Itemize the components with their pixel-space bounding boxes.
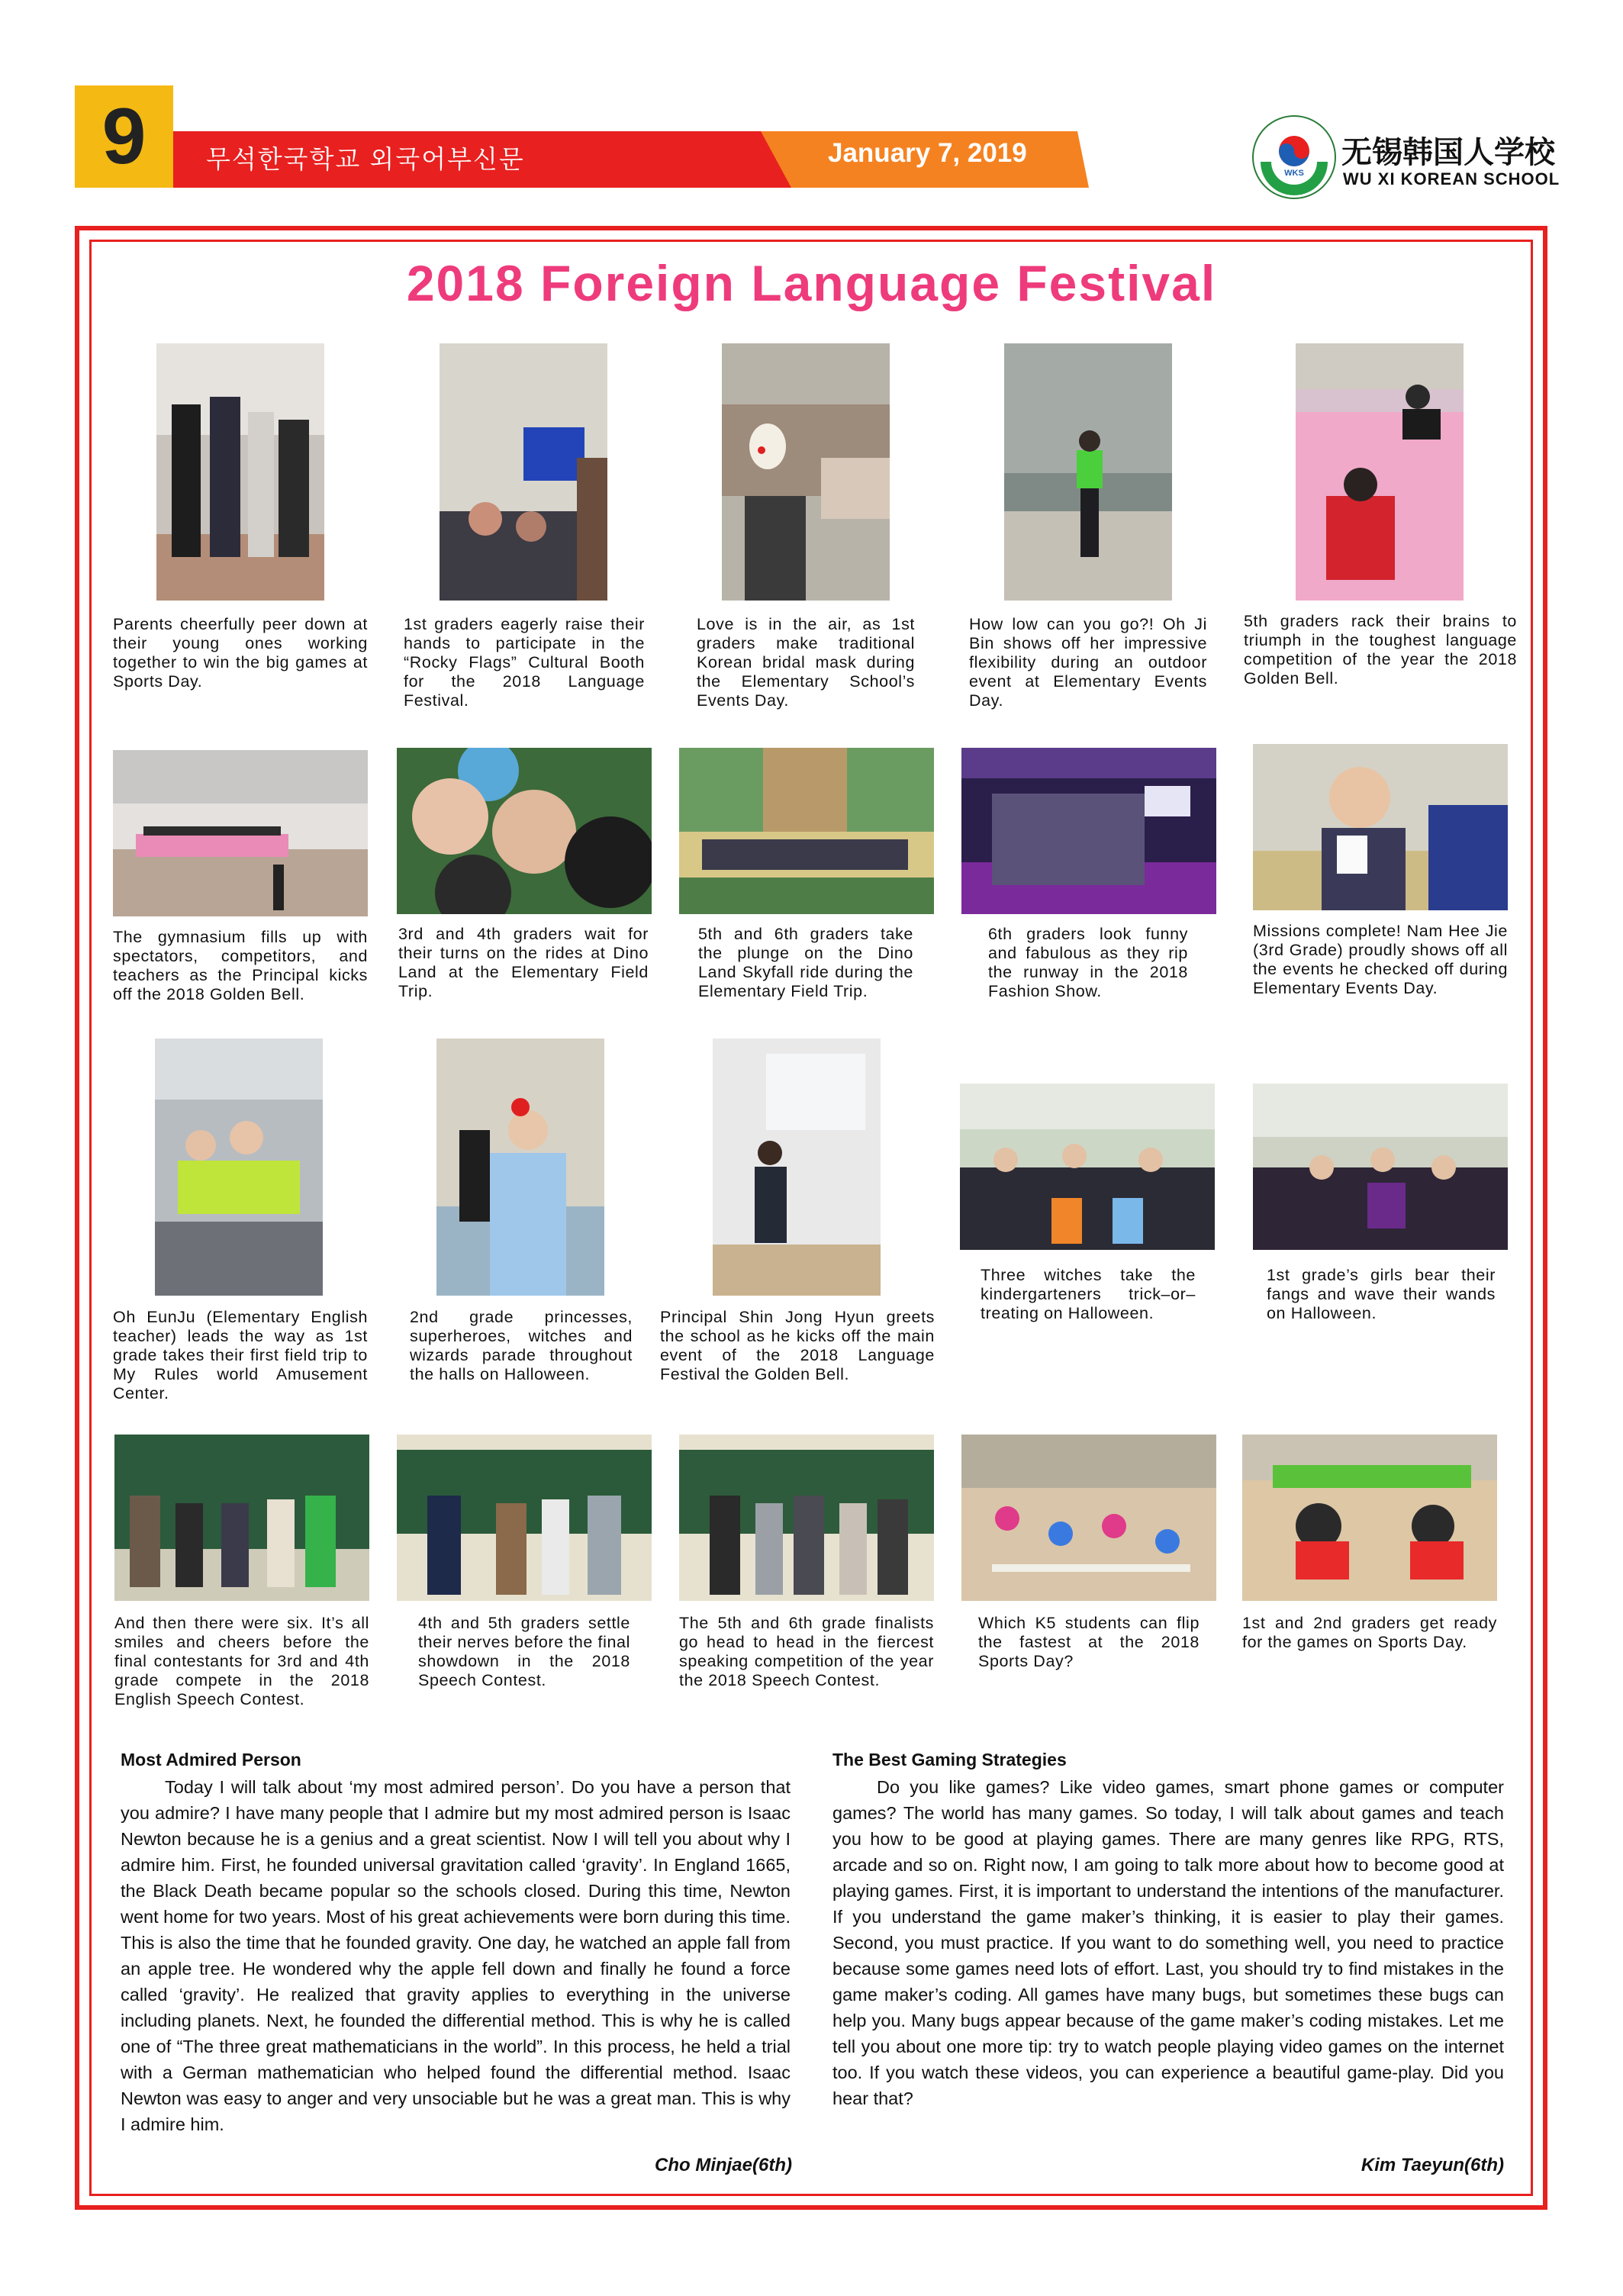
caption-13: Principal Shin Jong Hyun greets the school as he kicks off the main event of the 2018 Language Festival the Golden Bell. bbox=[660, 1308, 935, 1383]
caption-11: Oh EunJu (Elementary English teacher) leads the way as 1st grade takes their first field trip to My Rules world Amusement Center. bbox=[113, 1308, 368, 1402]
caption-1: Parents cheerfully peer down at their young ones working together to win the big games at Sports Day. bbox=[113, 615, 368, 691]
photo-principal-greets bbox=[713, 1039, 881, 1296]
issue-date: January 7, 2019 bbox=[828, 138, 1027, 168]
caption-10: Missions complete! Nam Hee Jie (3rd Grade) proudly shows off all the events he checked off during Elementary Events Day. bbox=[1253, 922, 1508, 997]
school-logo-icon bbox=[1251, 114, 1337, 200]
photo-missions-complete bbox=[1253, 744, 1508, 910]
caption-15: 1st grade’s girls bear their fangs and wave their wands on Halloween. bbox=[1267, 1266, 1496, 1322]
article-body-gaming: Do you like games? Like video games, smart phone games or computer games? The world has many games. So today, I will talk about games and teach you how to be good at playing games. There are many genres like RPG, RTS, arcade and so on. Right now, I am going to talk more about how to become good at playing games. First, it is important to understand the intentions of the manufacturer. If you understand the game maker’s thinking, it is easier to play their games. Second, you must practice. If you want to do something well, you need to practice because some games need lots of effort. Last, you should try to find mistakes in the game maker’s coding. All games have many bugs, but sometimes these bugs can help you. Many bugs appear because of the game maker’s coding mistakes. Let me tell you about one more tip: try to watch people playing video games on the internet too. If you watch these videos, you can experience a beautiful game-play. Did you hear that? bbox=[832, 1777, 1504, 2108]
svg-text:WKS: WKS bbox=[1284, 169, 1304, 178]
photo-witches-kindergarten bbox=[960, 1084, 1215, 1250]
photo-speech-3rd-4th bbox=[114, 1435, 369, 1601]
photo-1st-grade-girls-halloween bbox=[1253, 1084, 1508, 1250]
page-number: 9 bbox=[75, 85, 173, 188]
caption-5: 5th graders rack their brains to triumph in the toughest language competition of the year the 2018 Golden Bell. bbox=[1244, 612, 1517, 688]
photo-amusement-center bbox=[155, 1039, 323, 1296]
caption-9: 6th graders look funny and fabulous as they rip the runway in the 2018 Fashion Show. bbox=[988, 925, 1188, 1000]
article-heading-gaming: The Best Gaming Strategies bbox=[832, 1750, 1067, 1769]
photo-golden-bell-5th bbox=[1296, 343, 1464, 601]
photo-limbo-outdoor bbox=[1004, 343, 1172, 601]
photo-speech-4th-5th bbox=[397, 1435, 652, 1601]
photo-skyfall-ride bbox=[679, 748, 934, 914]
caption-8: 5th and 6th graders take the plunge on the Dino Land Skyfall ride during the Elementary Field Trip. bbox=[698, 925, 913, 1000]
school-name-english: WU XI KOREAN SCHOOL bbox=[1343, 169, 1560, 188]
photo-speech-5th-6th bbox=[679, 1435, 934, 1601]
page-title: 2018 Foreign Language Festival bbox=[406, 255, 1217, 311]
photo-halloween-princess bbox=[436, 1039, 604, 1296]
article-heading-most-admired: Most Admired Person bbox=[121, 1750, 301, 1769]
caption-12: 2nd grade princesses, superheroes, witches and wizards parade throughout the halls on Halloween. bbox=[410, 1308, 633, 1383]
article-author-cho: Cho Minjae(6th) bbox=[655, 2155, 792, 2175]
caption-4: How low can you go?! Oh Ji Bin shows off her impressive flexibility during an outdoor event at Elementary Events Day. bbox=[969, 615, 1207, 710]
photo-gymnasium-golden-bell bbox=[113, 750, 368, 916]
caption-7: 3rd and 4th graders wait for their turns on the rides at Dino Land at the Elementary Field Trip. bbox=[398, 925, 649, 1000]
caption-18: The 5th and 6th grade finalists go head to head in the fiercest speaking competition of the year the 2018 Speech Contest. bbox=[679, 1614, 934, 1689]
school-name-chinese: 无锡韩国人学校 bbox=[1341, 135, 1555, 170]
photo-sports-day-parents bbox=[156, 343, 324, 601]
caption-19: Which K5 students can flip the fastest at the 2018 Sports Day? bbox=[978, 1614, 1200, 1670]
newspaper-name: 무석한국학교 외국어부신문 bbox=[206, 145, 525, 173]
article-body-most-admired: Today I will talk about ‘my most admired person’. Do you have a person that you admire? I have many people that I admire but my most admired person is Isaac Newton because he is a genius and a great scientist. Now I will tell you about why I admire him. First, he founded universal gravitation called ‘gravity’. In England 1665, the Black Death became popular so the schools closed. During this time, Newton went home for two years. Most of his great achievements were born during this time. This is also the time that he founded gravity. One day, he watched an apple fall from an apple tree. He wondered why the apple fell down and finally he found a force called ‘gravity’. He realized that gravity applies to everything in the universe including planets. Next, he founded the differential method. This is why he is called one of “The three great mathematicians in the world”. In this process, he held a trial with a German mathematician who helped found the differential method. Isaac Newton was easy to anger and very unsociable but he was a great man. This is why I admire him. bbox=[121, 1777, 791, 2134]
caption-2: 1st graders eagerly raise their hands to participate in the “Rocky Flags” Cultural Booth for the 2018 Language Festival. bbox=[404, 615, 645, 710]
photo-k5-flip-game bbox=[961, 1435, 1216, 1601]
photo-fashion-show bbox=[961, 748, 1216, 914]
caption-16: And then there were six. It’s all smiles and cheers before the final contestants for 3rd and 4th grade compete in the 2018 English Speech Contest. bbox=[114, 1614, 369, 1708]
caption-20: 1st and 2nd graders get ready for the games on Sports Day. bbox=[1242, 1614, 1497, 1651]
article-author-kim: Kim Taeyun(6th) bbox=[1361, 2155, 1504, 2175]
caption-17: 4th and 5th graders settle their nerves before the final showdown in the 2018 Speech Contest. bbox=[418, 1614, 630, 1689]
caption-6: The gymnasium fills up with spectators, competitors, and teachers as the Principal kicks off the 2018 Golden Bell. bbox=[113, 928, 368, 1003]
photo-bridal-mask bbox=[722, 343, 890, 601]
caption-14: Three witches take the kindergarteners trick–or–treating on Halloween. bbox=[981, 1266, 1196, 1322]
photo-rocky-flags-booth bbox=[440, 343, 607, 601]
photo-dino-land-wait bbox=[397, 748, 652, 914]
caption-3: Love is in the air, as 1st graders make traditional Korean bridal mask during the Elementary School’s Events Day. bbox=[697, 615, 915, 710]
photo-sports-day-1st-2nd bbox=[1242, 1435, 1497, 1601]
